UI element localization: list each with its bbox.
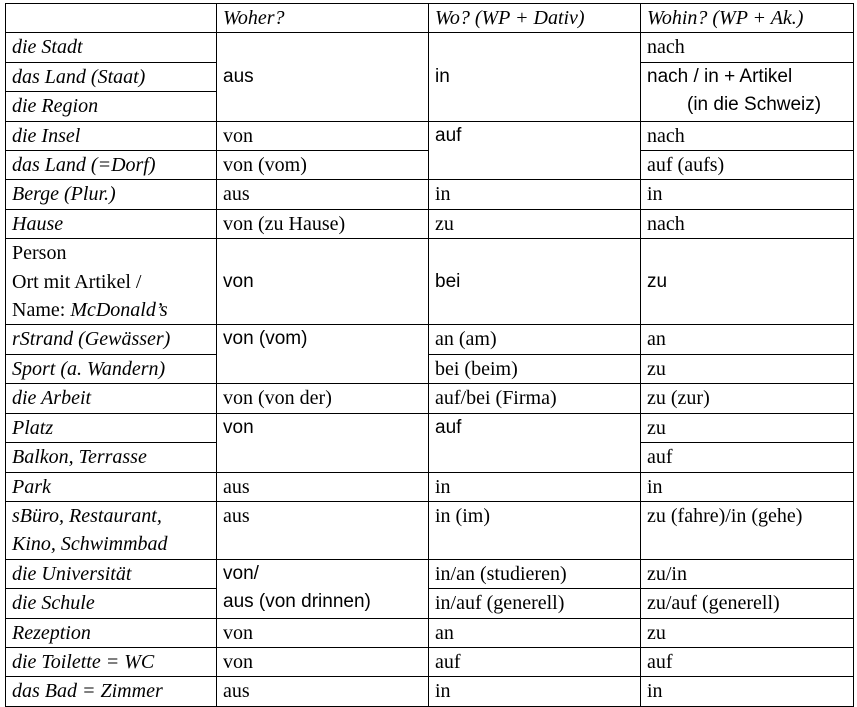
row-label: die Universität (6, 559, 217, 588)
cell-wo: in (429, 180, 641, 209)
row-label: Park (6, 472, 217, 501)
cell-wo: auf (429, 121, 641, 180)
cell-woher: aus (217, 472, 429, 501)
table-row (6, 121, 854, 150)
row-label: Sport (a. Wandern) (6, 354, 217, 383)
row-label-line: Kino, Schwimmbad (12, 533, 168, 556)
row-label: das Bad = Zimmer (6, 677, 217, 706)
cell-wo: in/an (studieren) (429, 559, 641, 588)
cell-wohin: nach (641, 121, 854, 150)
row-label-line: Ort mit Artikel / (12, 270, 142, 293)
cell-wohin: zu/in (641, 559, 854, 588)
cell-wohin: zu/auf (generell) (641, 589, 854, 618)
row-label: die Arbeit (6, 384, 217, 413)
row-label (6, 239, 217, 325)
cell-woher: aus (217, 677, 429, 706)
cell-wohin: in (641, 677, 854, 706)
cell-wo: auf (429, 413, 641, 472)
cell-wohin: nach (641, 209, 854, 238)
prepositions-table (5, 3, 854, 707)
table-row (6, 325, 854, 354)
cell-wo: auf (429, 647, 641, 676)
table-row (6, 677, 854, 706)
cell-woher: von (217, 647, 429, 676)
row-label: rStrand (Gewässer) (6, 325, 217, 354)
table-row (6, 354, 854, 383)
row-label: Platz (6, 413, 217, 442)
header-wohin: Wohin? (WP + Ak.) (641, 4, 854, 33)
cell-wo: bei (beim) (429, 354, 641, 383)
table-row (6, 618, 854, 647)
woher-line: von/ (223, 562, 259, 584)
cell-wo: an (am) (429, 325, 641, 354)
cell-wohin: zu (641, 354, 854, 383)
wohin-line: nach / in + Artikel (647, 65, 793, 87)
cell-wo: in/auf (generell) (429, 589, 641, 618)
table-row (6, 559, 854, 588)
cell-wohin: nach (641, 33, 854, 62)
table-row (6, 33, 854, 62)
cell-woher: von (vom) (217, 151, 429, 180)
cell-woher: von (von der) (217, 384, 429, 413)
row-label-line: Person (12, 242, 67, 265)
row-label: die Toilette = WC (6, 647, 217, 676)
cell-wohin (641, 62, 854, 121)
cell-woher (217, 559, 429, 618)
cell-wohin: in (641, 472, 854, 501)
cell-wohin: auf (641, 647, 854, 676)
table-row (6, 501, 854, 559)
cell-woher: von (217, 239, 429, 325)
cell-wo: auf/bei (Firma) (429, 384, 641, 413)
table-row (6, 413, 854, 442)
table-row (6, 209, 854, 238)
cell-woher: von (217, 121, 429, 150)
cell-wohin: zu (zur) (641, 384, 854, 413)
row-label-line (12, 296, 210, 324)
cell-woher: von (217, 413, 429, 472)
header-wo: Wo? (WP + Dativ) (429, 4, 641, 33)
cell-wohin: zu (641, 413, 854, 442)
cell-wo: an (429, 618, 641, 647)
cell-woher: von (vom) (217, 325, 429, 384)
cell-woher: aus (217, 501, 429, 559)
table-row (6, 180, 854, 209)
table-row (6, 589, 854, 618)
cell-wohin: auf (aufs) (641, 151, 854, 180)
row-label: Berge (Plur.) (6, 180, 217, 209)
header-woher: Woher? (217, 4, 429, 33)
row-label: das Land (=Dorf) (6, 151, 217, 180)
cell-woher: aus (217, 33, 429, 121)
row-label (6, 501, 217, 559)
table-row (6, 647, 854, 676)
row-label: Rezeption (6, 618, 217, 647)
row-label: die Insel (6, 121, 217, 150)
row-label: Balkon, Terrasse (6, 443, 217, 472)
row-label: die Schule (6, 589, 217, 618)
woher-line: aus (von drinnen) (223, 591, 371, 613)
row-label: Hause (6, 209, 217, 238)
row-label: die Stadt (6, 33, 217, 62)
row-label: die Region (6, 92, 217, 121)
cell-wohin: zu (641, 618, 854, 647)
cell-wohin: an (641, 325, 854, 354)
cell-wo: in (429, 33, 641, 121)
row-label: das Land (Staat) (6, 62, 217, 91)
cell-wohin: in (641, 180, 854, 209)
row-label-example: McDonald’s (70, 299, 168, 322)
cell-woher: von (217, 618, 429, 647)
cell-wohin: zu (641, 239, 854, 325)
header-row (6, 4, 854, 33)
cell-wo: bei (429, 239, 641, 325)
cell-wo: in (im) (429, 501, 641, 559)
header-corner (6, 4, 217, 33)
cell-woher: aus (217, 180, 429, 209)
cell-wo: in (429, 677, 641, 706)
cell-wo: in (429, 472, 641, 501)
table-row (6, 472, 854, 501)
cell-wohin: zu (fahre)/in (gehe) (641, 501, 854, 559)
cell-wo: zu (429, 209, 641, 238)
row-label-line: sBüro, Restaurant, (12, 504, 162, 527)
cell-wohin: auf (641, 443, 854, 472)
row-label-prefix: Name: (12, 299, 71, 322)
table-row (6, 239, 854, 325)
cell-woher: von (zu Hause) (217, 209, 429, 238)
wohin-example: (in die Schweiz) (687, 94, 822, 116)
table-row (6, 384, 854, 413)
